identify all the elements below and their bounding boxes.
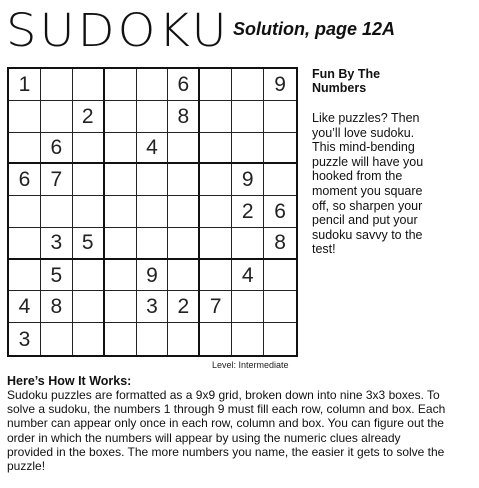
sudoku-cell: 2 [168,291,200,323]
sudoku-cell: 8 [264,228,296,260]
sudoku-cell: 3 [9,323,41,355]
sudoku-cell [168,164,200,196]
sudoku-cell [137,101,169,133]
sudoku-cell [73,323,105,355]
sidebar [312,67,432,257]
sudoku-cell: 4 [9,291,41,323]
sudoku-cell: 2 [73,101,105,133]
sudoku-cell [137,228,169,260]
sudoku-cell: 9 [264,69,296,101]
sudoku-cell [9,196,41,228]
sudoku-cell [73,196,105,228]
sudoku-cell: 9 [137,260,169,292]
sudoku-cell [137,196,169,228]
sudoku-cell: 6 [41,133,73,165]
sudoku-cell [200,101,232,133]
sudoku-cell [105,69,137,101]
sudoku-cell [137,69,169,101]
difficulty-level: Level: Intermediate [212,360,289,370]
sudoku-cell [168,196,200,228]
sudoku-cell [232,101,264,133]
sudoku-cell [232,323,264,355]
sidebar-body: Like puzzles? Then you’ll love sudoku. This mind-bending puzzle will have you hooked from the moment you square off, so sharpen your pencil and put your sudoku savvy to the test! [312,111,424,257]
sudoku-cell [200,69,232,101]
sudoku-cell: 8 [168,101,200,133]
sudoku-cell: 8 [41,291,73,323]
sudoku-cell [232,133,264,165]
sudoku-cell [168,133,200,165]
sudoku-cell [73,291,105,323]
sudoku-cell [264,133,296,165]
sudoku-cell [73,260,105,292]
sudoku-cell [9,133,41,165]
sudoku-cell: 3 [137,291,169,323]
sudoku-cell [200,260,232,292]
sudoku-cell [105,323,137,355]
sudoku-cell [264,164,296,196]
sudoku-cell [105,228,137,260]
sudoku-cell [232,291,264,323]
sudoku-cell [105,196,137,228]
sudoku-cell: 6 [9,164,41,196]
sudoku-cell [73,164,105,196]
sudoku-cell: 4 [232,260,264,292]
sudoku-cell [200,228,232,260]
sudoku-cell: 3 [41,228,73,260]
sudoku-cell: 5 [73,228,105,260]
sudoku-cell [264,323,296,355]
sudoku-cell: 1 [9,69,41,101]
sudoku-cell: 7 [41,164,73,196]
sudoku-cell [105,260,137,292]
sudoku-cell [105,133,137,165]
sudoku-cell [73,133,105,165]
sudoku-cell [168,323,200,355]
sudoku-cell [41,101,73,133]
sudoku-cell: 4 [137,133,169,165]
sudoku-cell [73,69,105,101]
sudoku-cell [200,196,232,228]
how-it-works-title: Here’s How It Works: [7,374,132,388]
sudoku-cell [137,323,169,355]
sudoku-cell [200,133,232,165]
sudoku-cell: 6 [168,69,200,101]
page-title: SUDOKU [6,4,230,58]
sudoku-cell [264,101,296,133]
sidebar-title: Fun By The Numbers [312,67,381,95]
how-it-works-section [7,374,447,473]
sudoku-cell [9,101,41,133]
sudoku-cell: 9 [232,164,264,196]
sudoku-grid [7,67,298,357]
sudoku-cell [9,260,41,292]
sudoku-cell [41,196,73,228]
sudoku-cell [232,228,264,260]
sudoku-cell: 7 [200,291,232,323]
sudoku-cell [9,228,41,260]
sudoku-cell [137,164,169,196]
sudoku-cell [41,323,73,355]
sudoku-cell [105,291,137,323]
sudoku-cell [200,164,232,196]
sudoku-cell: 5 [41,260,73,292]
sudoku-cell [41,69,73,101]
how-it-works-body: Sudoku puzzles are formatted as a 9x9 grid, broken down into nine 3x3 boxes. To solve a sudoku, the numbers 1 through 9 must fill each row, column and box. Each number can appear only once in each row, column and box. You can figure out the order in which the numbers will appear by using the numeric clues already provided in the boxes. The more numbers you name, the easier it gets to solve the puzzle! [7,388,446,474]
solution-reference: Solution, page 12A [233,19,396,39]
sudoku-cell [105,101,137,133]
sudoku-cell: 6 [264,196,296,228]
sudoku-cell [168,260,200,292]
sudoku-cell [232,69,264,101]
sudoku-cell [105,164,137,196]
sudoku-cell [264,260,296,292]
sudoku-cell [200,323,232,355]
sudoku-cell [264,291,296,323]
sudoku-cell: 2 [232,196,264,228]
sudoku-cell [168,228,200,260]
